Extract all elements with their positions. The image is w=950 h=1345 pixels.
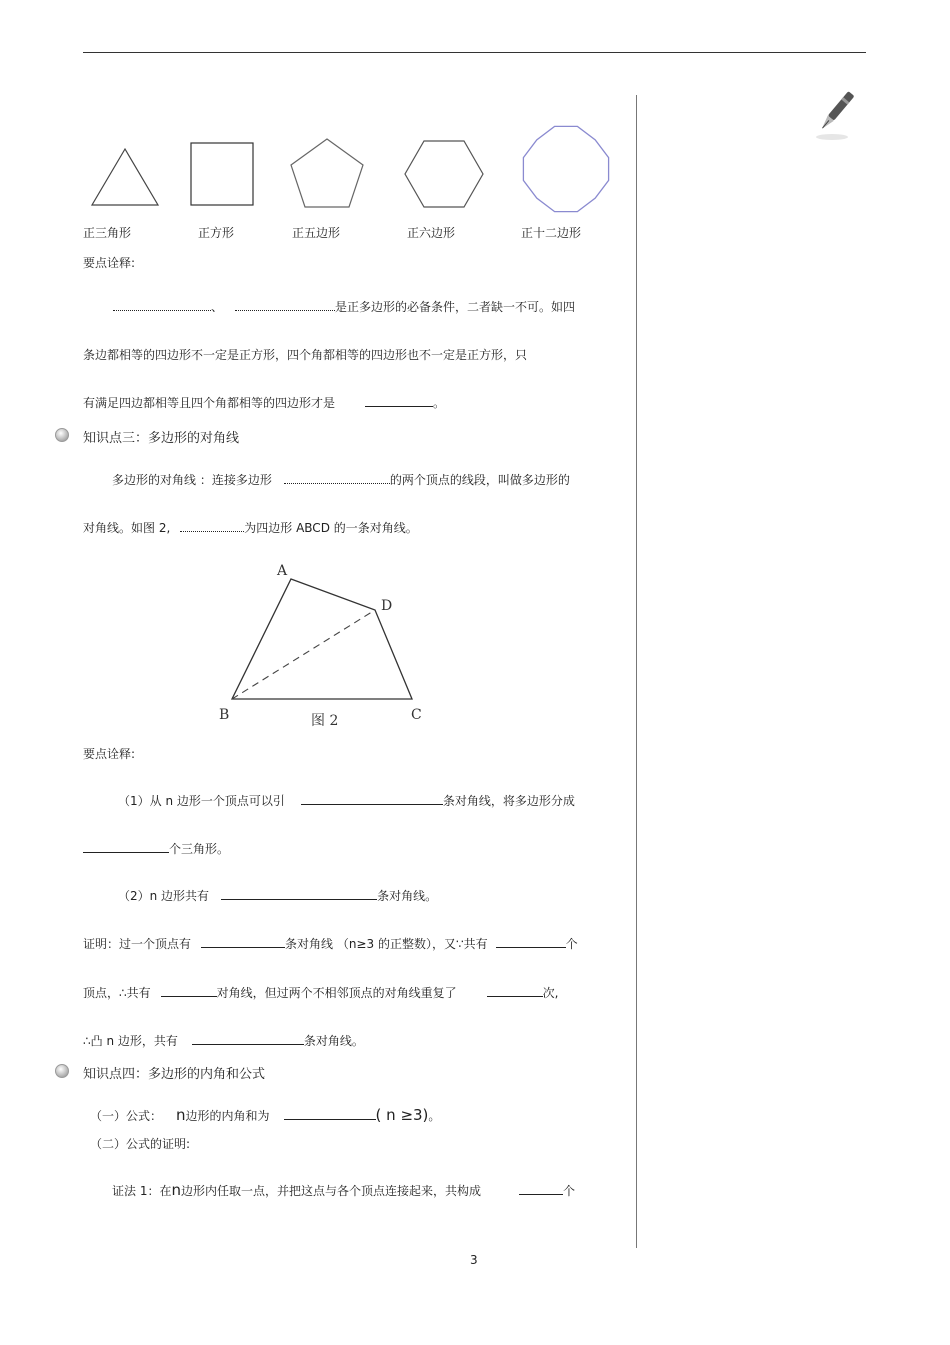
blank [487, 984, 543, 997]
text: 证明：过一个顶点有 [83, 937, 192, 951]
text: 个 [562, 1184, 575, 1198]
note-text: 有满足四边都相等且四个角都相等的四边形才是 [83, 396, 336, 410]
text: 多边形的对角线 ：连接多边形 [112, 473, 272, 487]
text: 顶点，∴共有 [83, 986, 151, 1000]
blank [113, 298, 211, 311]
text: 的两个顶点的线段，叫做多边形的 [389, 473, 570, 487]
text: 个 [565, 937, 578, 951]
quadrilateral-figure [210, 558, 435, 733]
header-rule [83, 52, 866, 53]
text: 条对角线，将多边形分成 [442, 794, 575, 808]
proof-line-2 [83, 984, 558, 1001]
text: 为四边形 ABCD 的一条对角线。 [244, 521, 418, 535]
blank [284, 1107, 376, 1120]
vertex-label-c: C [411, 707, 422, 723]
blank [83, 840, 169, 853]
blank [180, 519, 244, 532]
vertex-label-d: D [381, 598, 393, 614]
text: ∴凸 n 边形，共有 [83, 1034, 178, 1048]
pentagon-icon [288, 137, 366, 209]
blank [365, 394, 433, 407]
note-line-2: 条边都相等的四边形不一定是正方形，四个角都相等的四边形也不一定是正方形，只 [83, 348, 528, 362]
shape-label-pentagon: 正五边形 [292, 226, 341, 240]
blank [161, 984, 217, 997]
text: 证法 1：在 [112, 1184, 172, 1198]
blank [221, 887, 377, 900]
variable-n: n [171, 1181, 181, 1199]
page-number: 3 [470, 1253, 478, 1267]
text: （1）从 n 边形一个顶点可以引 [118, 794, 285, 808]
item-2 [118, 887, 437, 904]
blank [192, 1032, 304, 1045]
shape-label-hexagon: 正六边形 [407, 226, 456, 240]
hexagon-icon [403, 139, 485, 209]
square-icon [189, 141, 257, 207]
note-line-1 [113, 298, 575, 315]
separator: 、 [211, 300, 224, 314]
formula-proof-heading: （二）公式的证明: [90, 1137, 191, 1151]
formula-line [90, 1106, 440, 1124]
note-heading: 要点诠释: [83, 256, 136, 270]
triangle-icon [88, 145, 162, 209]
proof-line-1 [83, 935, 578, 952]
dodecagon-icon [521, 124, 611, 214]
text: 边形内任取一点，并把这点与各个顶点连接起来，共构成 [180, 1184, 481, 1198]
note-line-3 [83, 394, 445, 411]
figure-caption: 图 2 [311, 713, 339, 729]
section3-para-2 [83, 519, 418, 536]
item-1 [118, 792, 575, 809]
shape-label-square: 正方形 [198, 226, 235, 240]
vertex-label-a: A [277, 563, 288, 579]
blank [235, 298, 335, 311]
margin-rule [636, 95, 637, 1248]
proof-line-3 [83, 1032, 364, 1049]
blank [301, 792, 443, 805]
item-1-cont [83, 840, 229, 857]
text: 边形的内角和为 [185, 1109, 270, 1123]
variable-n: n [176, 1106, 186, 1124]
text: 条对角线。 [377, 889, 438, 903]
method-1 [112, 1181, 575, 1199]
bullet-icon [55, 1064, 69, 1078]
text: 对角线。如图 2, [83, 521, 171, 535]
blank [496, 935, 566, 948]
shape-label-dodecagon: 正十二边形 [521, 226, 582, 240]
period: 。 [433, 396, 446, 410]
text: 条对角线。 [303, 1034, 364, 1048]
vertex-label-b: B [219, 707, 230, 723]
blank [201, 935, 285, 948]
blank [284, 471, 390, 484]
section-heading-3: 知识点三：多边形的对角线 [83, 431, 240, 446]
condition: ( n ≥3) [375, 1106, 429, 1124]
period: 。 [428, 1109, 441, 1123]
pen-icon [812, 90, 858, 144]
text: 对角线，但过两个不相邻顶点的对角线重复了 [216, 986, 457, 1000]
text: 个三角形。 [169, 842, 230, 856]
text: （2）n 边形共有 [118, 889, 210, 903]
section-heading-4: 知识点四：多边形的内角和公式 [83, 1067, 266, 1082]
note-text: 是正多边形的必备条件，二者缺一不可。如四 [335, 300, 576, 314]
text: 次, [542, 986, 559, 1000]
shape-label-triangle: 正三角形 [83, 226, 132, 240]
blank [519, 1182, 563, 1195]
section3-para-1 [112, 471, 570, 488]
text: 条对角线 （n≥3 的正整数），又∵共有 [285, 937, 488, 951]
text: （一）公式： [90, 1109, 163, 1123]
note-heading-2: 要点诠释: [83, 747, 136, 761]
bullet-icon [55, 428, 69, 442]
